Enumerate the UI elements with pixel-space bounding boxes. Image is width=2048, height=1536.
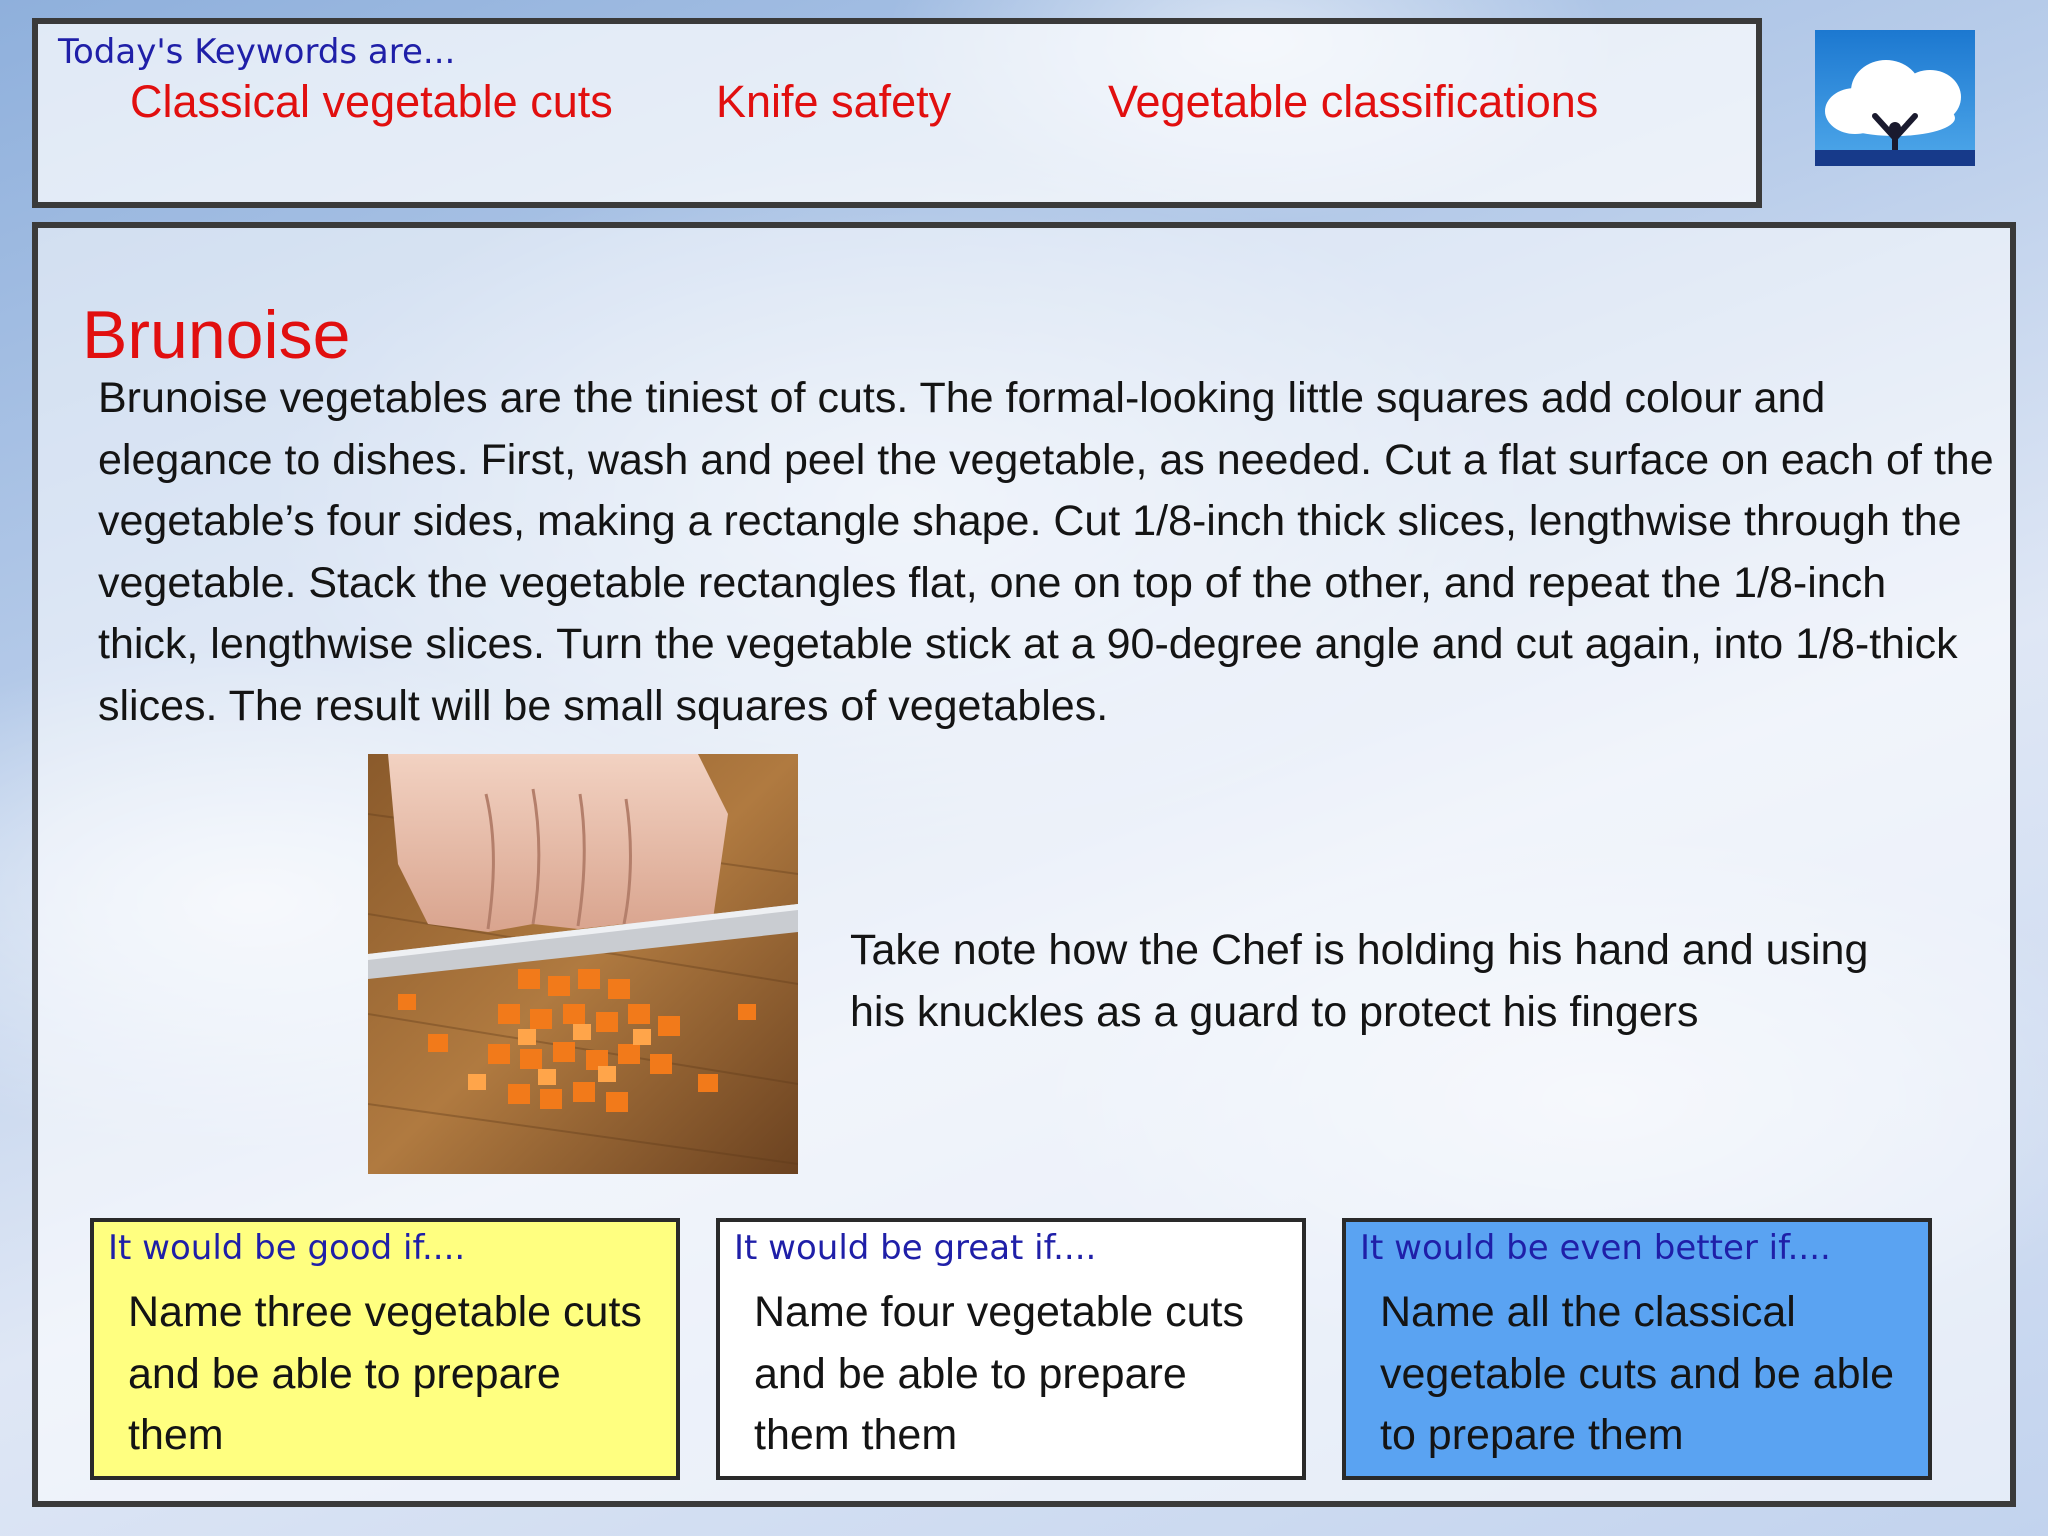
goal-better-heading: It would be even better if....: [1360, 1228, 1831, 1268]
keywords-panel: [32, 18, 1762, 208]
goal-great-heading: It would be great if....: [734, 1228, 1097, 1268]
goal-better-box: [1342, 1218, 1932, 1480]
knife-safety-note: Take note how the Chef is holding his hand and using his knuckles as a guard to protect his fingers: [850, 926, 1869, 1036]
section-title: Brunoise: [82, 297, 351, 373]
goal-great-text: Name four vegetable cuts and be able to prepare them them: [754, 1288, 1244, 1459]
keyword-knife-safety: Knife safety: [716, 76, 952, 127]
tree-logo-icon: [1815, 30, 1975, 166]
goal-great-box: [716, 1218, 1306, 1480]
brunoise-photo: [368, 754, 798, 1174]
goal-good-text: Name three vegetable cuts and be able to prepare them: [128, 1288, 642, 1459]
goal-better-text: Name all the classical vegetable cuts and be able to prepare them: [1380, 1288, 1895, 1459]
keyword-vegetable-classifications: Vegetable classifications: [1108, 76, 1599, 127]
keywords-heading: Today's Keywords are...: [58, 32, 456, 72]
brunoise-description: Brunoise vegetables are the tiniest of cuts. The formal-looking little squares add colour and elegance to dishes. First, wash and peel the vegetable, as needed. Cut a flat surface on each of the vegetable’s four sides, making a rectangle shape. Cut 1/8-inch thick slices, lengthwise through the vegetable. Stack the vegetable rectangles flat, one on top of the other, and repeat the 1/8-inch thick, lengthwise slices. Turn the vegetable stick at a 90-degree angle and cut again, into 1/8-thick slices. The result will be small squares of vegetables.: [98, 374, 1994, 730]
keyword-classical-cuts: Classical vegetable cuts: [130, 76, 613, 127]
goal-good-heading: It would be good if....: [108, 1228, 466, 1268]
goal-good-box: [90, 1218, 680, 1480]
